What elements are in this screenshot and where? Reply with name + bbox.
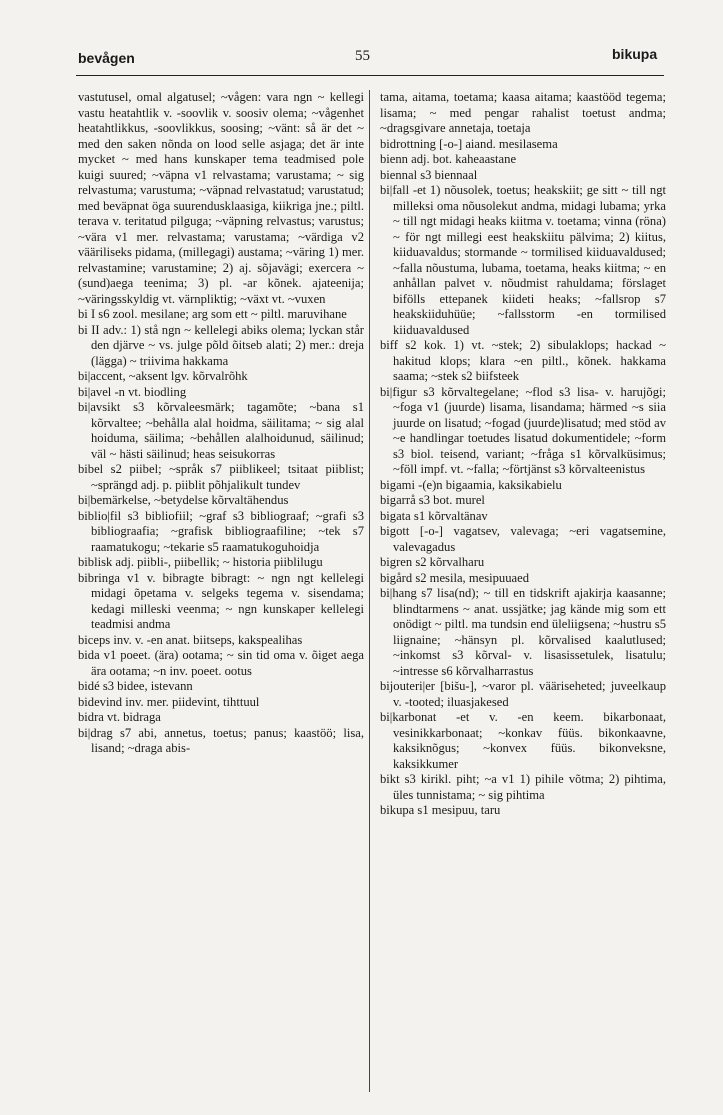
page-number: 55 xyxy=(355,48,370,64)
running-head-left: bevågen xyxy=(78,50,135,66)
dictionary-entry: bigård s2 mesila, mesipuuaed xyxy=(380,570,529,585)
dictionary-entry: tama, aitama, toetama; kaasa aitama; kaastööd tegema; lisama; ~ med pengar rahalist toetust andma; ~dragsgivare annetaja, toetaja xyxy=(380,90,666,135)
dictionary-entry: biceps inv. v. -en anat. biitseps, kakspealihas xyxy=(78,632,303,647)
dictionary-entry: bidrottning [-o-] aiand. mesilasema xyxy=(380,136,558,151)
dictionary-entry: bigren s2 kõrvalharu xyxy=(380,555,485,569)
dictionary-entry: biennal s3 biennaal xyxy=(380,167,478,182)
dictionary-entry: bijouteri|er [bišu-], ~varor pl. vääriseheted; juveelkaup v. -tooted; iluasjakesed xyxy=(380,679,666,709)
dictionary-entry: biff s2 kok. 1) vt. ~stek; 2) sibulaklops; hackad ~ hakitud klops; klara ~en piltl., kõnek. hakkama saama; ~stek s2 biifsteek xyxy=(380,338,666,383)
header-rule xyxy=(76,75,664,76)
dictionary-entry: bi|figur s3 kõrvaltegelane; ~flod s3 lisa- v. harujõgi; ~foga v1 (juurde) lisama, lisandama; härmed ~s siia juurde on lisatud; ~fogad (juurde)lisatud; med stöd av ~e handlingar toetudes lisatud dokumentidele; ~form s3 biol. teisend, variant; ~fråga s1 kõrvalküsimus; ~föll impf. vt. ~falla; ~förtjänst s3 kõrvalteenistus xyxy=(380,384,666,476)
dictionary-entry: bi|avsikt s3 kõrvaleesmärk; tagamõte; ~bana s1 kõrvaltee; ~behålla alal hoidma, säilitama; ~ sig alal hoiduma, säilima; ~behållen alalhoidunud, säilinud; väl ~ hästi säilinud; heas seisukorras xyxy=(78,400,364,461)
dictionary-entry: bidevind inv. mer. piidevint, tihttuul xyxy=(78,694,260,709)
dictionary-entry: bi|fall -et 1) nõusolek, toetus; heakskiit; ge sitt ~ till ngt milleksi oma nõusolekut andma, midagi lubama; yrka ~ till ngt midagi heaks kiitma v. toetama; vinna (röna) ~ för ngt millegi eest heakskiitu pälvima; 2) kiitus, kiiduavaldus; stormande ~ tormilised kiiduavaldused; ~falla nõustuma, lubama, toetama, heaks kiitma; ~ en anhållan palvet v. nõudmist rahuldama; förslaget bifölls ettepanek kiideti heaks; ~fallsrop s7 heakskiiduhüüe; ~fallsstorm -en tormilised kiiduavaldused xyxy=(380,183,666,337)
dictionary-entry: bi I s6 zool. mesilane; arg som ett ~ piltl. maruvihane xyxy=(78,307,347,321)
dictionary-entry: bikupa s1 mesipuu, taru xyxy=(380,803,501,817)
dictionary-entry: bibringa v1 v. bibragte bibragt: ~ ngn ngt kellelegi midagi õpetama v. selgeks tegema v. sisendama; kedagi milleski veenma; ~ ngn kunskaper kellelegi teadmisi andma xyxy=(78,570,364,631)
dictionary-entry: bidra vt. bidraga xyxy=(78,710,161,724)
dictionary-entry: bi|karbonat -et v. -en keem. bikarbonaat, vesinikkarbonaat; ~konkav füüs. bikonkaavne, kaksiknõgus; ~konvex füüs. bikonveksne, kaksikkumer xyxy=(380,710,666,771)
dictionary-entry: bi II adv.: 1) stå ngn ~ kellelegi abiks olema; lyckan står den djärve ~ vs. julge põld õitseb alati; 2) mer.: dreja (lägga) ~ triivima hakkama xyxy=(78,322,364,368)
dictionary-entry: bidé s3 bidee, istevann xyxy=(78,679,193,693)
dictionary-entry: bienn adj. bot. kaheaastane xyxy=(380,152,517,166)
dictionary-entry: bi|hang s7 lisa(nd); ~ till en tidskrift ajakirja kaasanne; blindtarmens ~ anat. ussjätke; jag kände mig som ett onödigt ~ piltl. ma tundsin end üleliigsena; ~hustru s5 liignaine; ~hänsyn pl. kõrvalised kaalutlused; ~inkomst s3 kõrval- v. lisasissetulek, lisatulu; ~intresse s6 kõrvalharrastus xyxy=(380,586,666,678)
left-column xyxy=(78,90,364,1095)
column-divider xyxy=(369,90,370,1092)
dictionary-entry: bikt s3 kirikl. piht; ~a v1 1) pihile võtma; 2) pihtima, üles tunnistama; ~ sig pihtima xyxy=(380,772,666,802)
dictionary-entry: bi|avel -n vt. biodling xyxy=(78,384,187,399)
dictionary-entry: bibel s2 piibel; ~språk s7 piiblikeel; tsitaat piiblist; ~sprängd adj. p. piiblit põhjalikult tundev xyxy=(78,462,364,492)
dictionary-entry: biblisk adj. piibli-, piibellik; ~ historia piiblilugu xyxy=(78,555,323,569)
right-column xyxy=(380,90,666,1095)
dictionary-entry: bi|drag s7 abi, annetus, toetus; panus; kaastöö; lisa, lisand; ~draga abis- xyxy=(78,725,364,755)
page-header xyxy=(0,44,723,72)
dictionary-entry: bi|bemärkelse, ~betydelse kõrvaltähendus xyxy=(78,493,289,507)
dictionary-entry: bida v1 poeet. (ära) ootama; ~ sin tid oma v. õiget aega ära ootama; ~n inv. poeet. ootus xyxy=(78,648,364,678)
dictionary-entry: biblio|fil s3 bibliofiil; ~graf s3 bibliograaf; ~grafi s3 bibliograafia; ~grafisk bibliograafiline; ~tek s7 raamatukogu; ~tekarie s5 raamatukoguhoidja xyxy=(78,508,364,554)
dictionary-entry: bi|accent, ~aksent lgv. kõrvalrõhk xyxy=(78,369,248,383)
dictionary-entry: bigott [-o-] vagatsev, valevaga; ~eri vagatsemine, valevagadus xyxy=(380,524,666,554)
dictionary-entry: bigarrå s3 bot. murel xyxy=(380,493,485,507)
dictionary-entry: bigata s1 kõrvaltänav xyxy=(380,508,488,523)
running-head-right: bikupa xyxy=(612,46,658,62)
dictionary-entry: bigami -(e)n bigaamia, kaksikabielu xyxy=(380,477,562,492)
dictionary-entry: vastutusel, omal algatusel; ~vågen: vara ngn ~ kellegi vastu heatahtlik v. -soovlik v. soosiv olema; ~vågenhet heatahtlikkus, -soovlikkus, soosing; ~vänt: så är det ~ med den saken nõnda on lood selle asjaga; det är inte mycket ~ med hans kunskaper tema teadmised pole kuigi suured; ~väpna v1 relvastama; varustama; ~ sig relvastuma; varustuma; ~väpnad relvastatud; varustatud; med beväpnat öga suurendusklaasiga, kiikriga jne.; piltl. terava v. teritatud pilguga; ~väpning relvastus; varustus; ~värа v1 mer. relvastama; varustama; ~värdiga v2 vääriliseks pidama, (millegagi) austama; ~väring 1) mer. relvastamine; varustamine; 2) aj. sõjavägi; exercera ~ (sund)aega teenima; 3) pl. -ar kõnek. ajateenija; ~väringsskyldig vt. värnpliktig; ~växt vt. ~vuxen xyxy=(78,90,364,306)
